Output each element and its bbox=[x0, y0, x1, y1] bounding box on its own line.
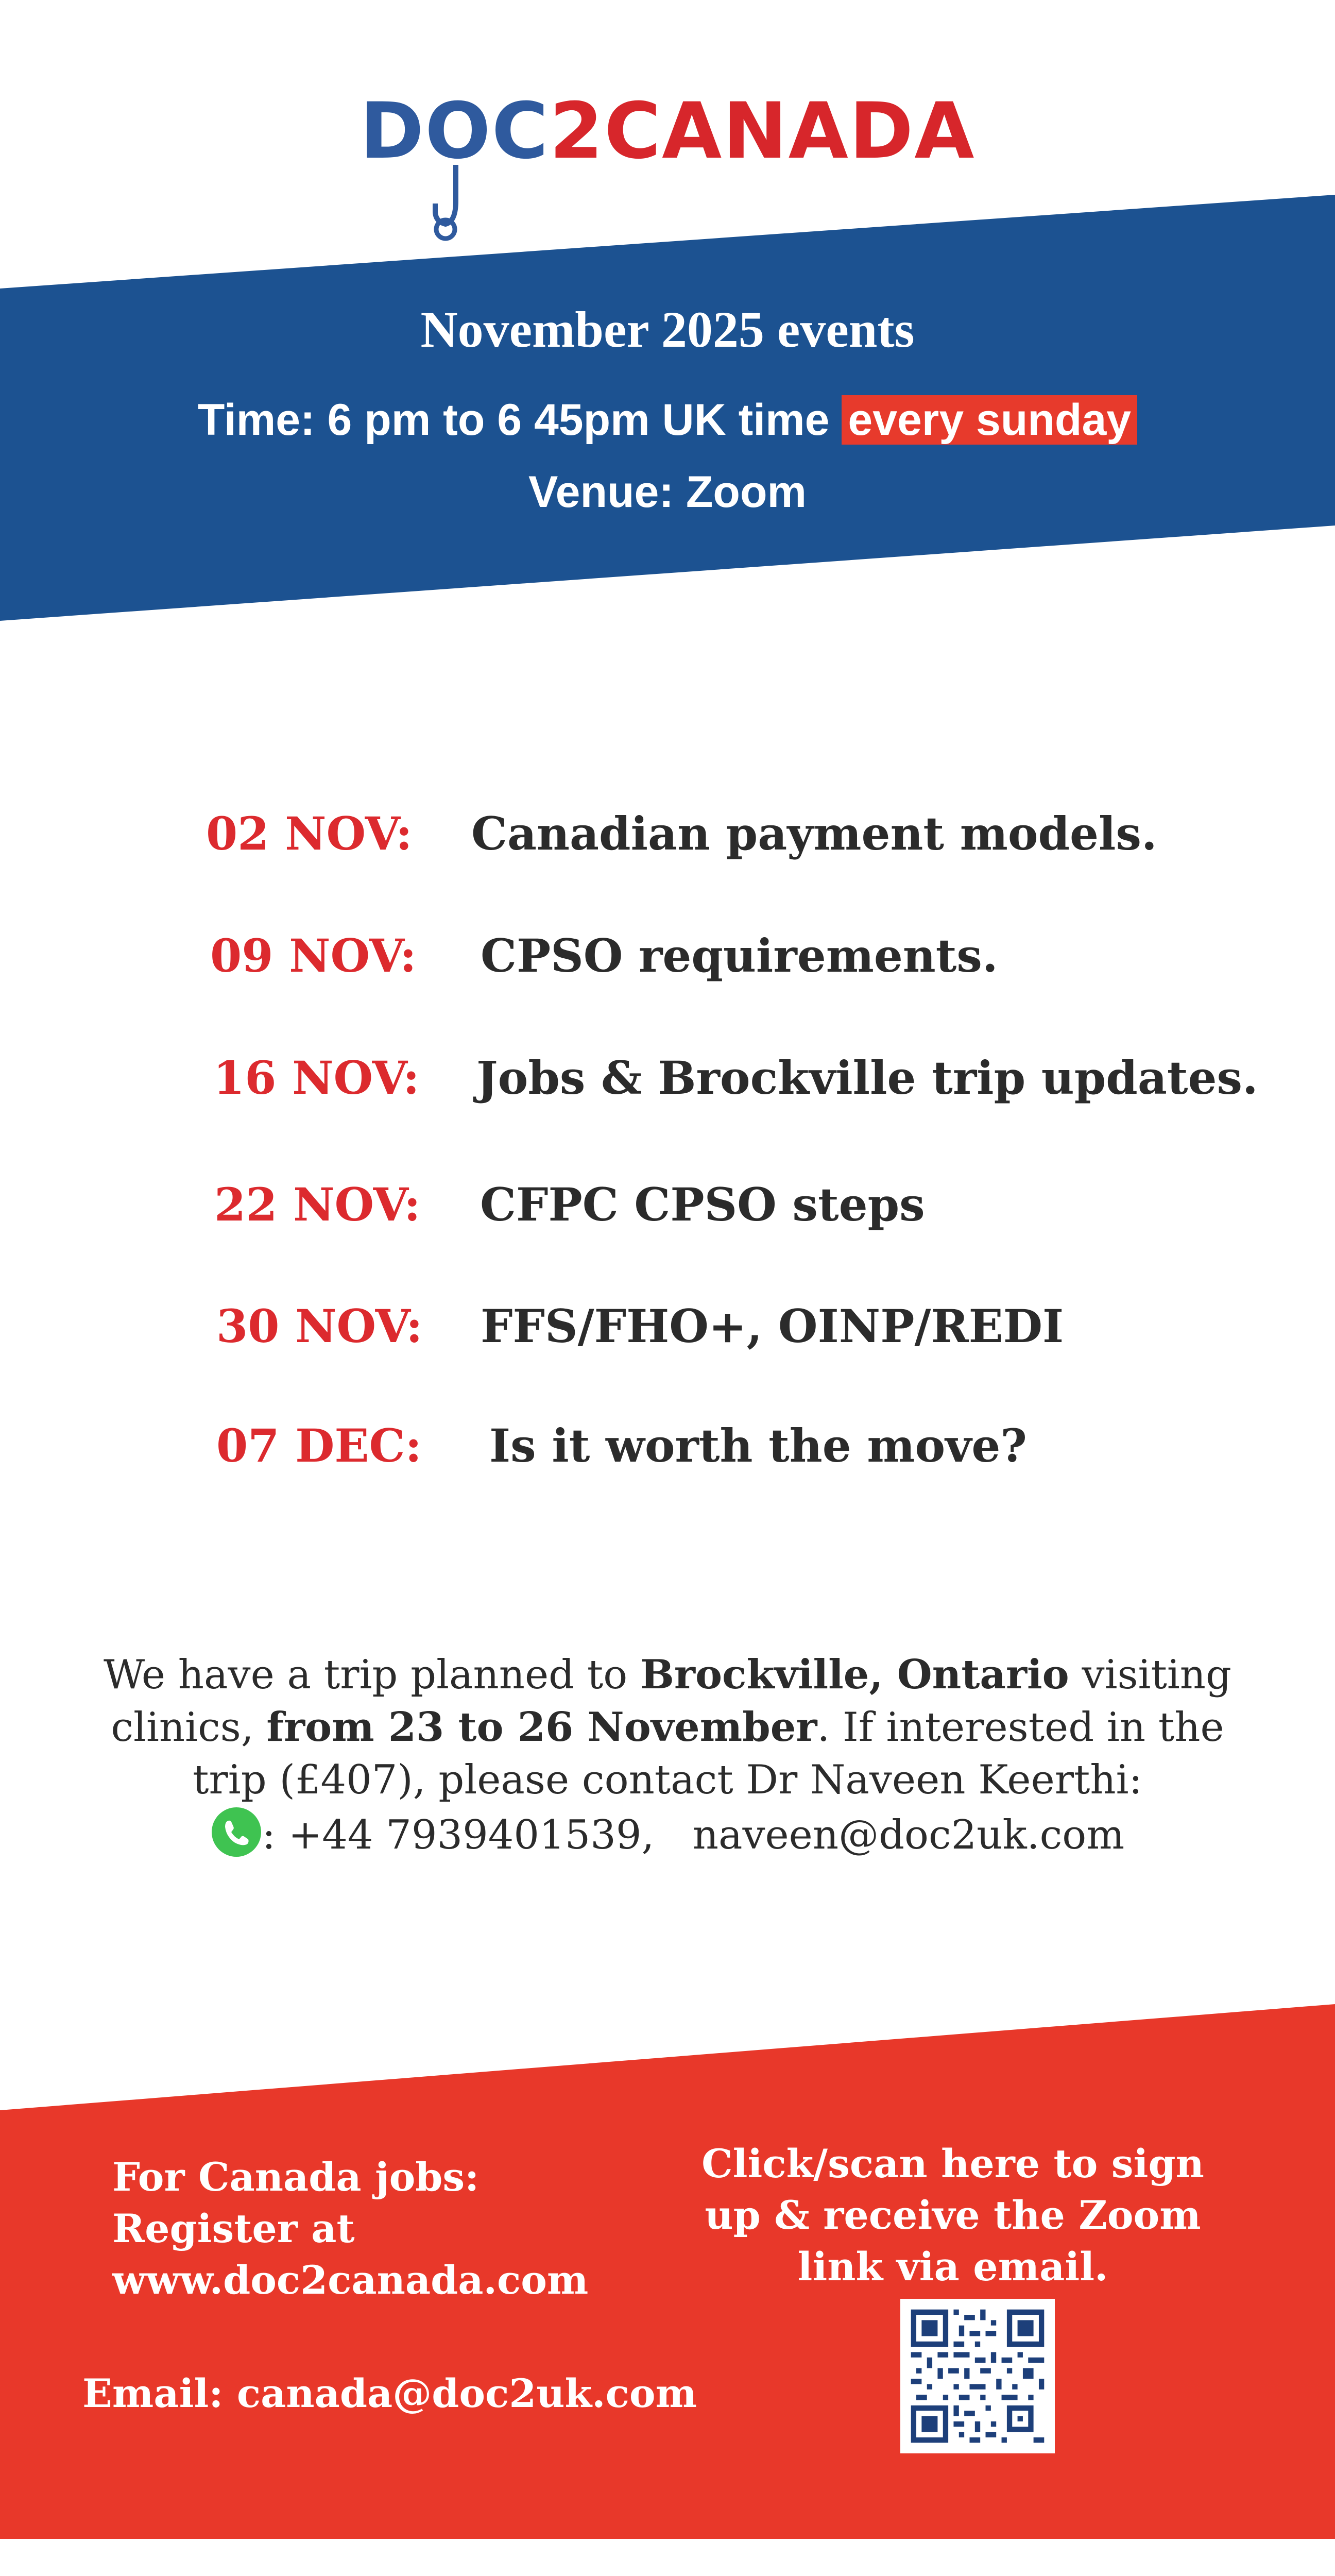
event-title: Is it worth the move? bbox=[489, 1419, 1027, 1472]
event-title: CPSO requirements. bbox=[481, 929, 998, 982]
website-link[interactable]: www.doc2canada.com bbox=[112, 2257, 589, 2303]
jobs-line-1: For Canada jobs: bbox=[112, 2154, 480, 2200]
time-text: Time: 6 pm to 6 45pm UK time bbox=[197, 395, 830, 445]
event-date: 09 NOV: bbox=[210, 929, 417, 982]
time-highlight: every sunday bbox=[842, 395, 1137, 445]
logo-canada: 2CANADA bbox=[549, 87, 975, 176]
trip-info: We have a trip planned to Brockville, Ontario visiting clinics, from 23 to 26 November. If interested in the trip (£407), please contact Dr Naveen Keerthi: : +44 7939401539, naveen@doc2uk.com bbox=[104, 1651, 1231, 1858]
event-date: 07 DEC: bbox=[216, 1419, 422, 1472]
signup-line-3: link via email. bbox=[797, 2244, 1108, 2290]
event-date: 02 NOV: bbox=[206, 807, 413, 860]
event-title: Canadian payment models. bbox=[471, 807, 1157, 860]
event-date: 22 NOV: bbox=[214, 1178, 421, 1231]
logo-doc: DO C bbox=[360, 87, 550, 176]
event-date: 16 NOV: bbox=[213, 1051, 420, 1105]
logo-o: O bbox=[425, 88, 492, 175]
contact-email[interactable]: naveen@doc2uk.com bbox=[692, 1812, 1125, 1858]
qr-code[interactable] bbox=[900, 2299, 1055, 2453]
page-title: November 2025 events bbox=[420, 301, 915, 358]
event-title: Jobs & Brockville trip updates. bbox=[476, 1051, 1258, 1105]
jobs-line-2: Register at bbox=[112, 2206, 355, 2251]
contact-phone: : +44 7939401539, bbox=[262, 1812, 655, 1858]
signup-line-2: up & receive the Zoom bbox=[705, 2192, 1201, 2238]
event-date: 30 NOV: bbox=[216, 1299, 423, 1353]
event-title: CFPC CPSO steps bbox=[480, 1178, 925, 1231]
footer-email[interactable]: Email: canada@doc2uk.com bbox=[82, 2370, 697, 2416]
event-venue: Venue: Zoom bbox=[528, 467, 807, 517]
event-title: FFS/FHO+, OINP/REDI bbox=[481, 1299, 1064, 1353]
signup-line-1: Click/scan here to sign bbox=[701, 2141, 1204, 2187]
